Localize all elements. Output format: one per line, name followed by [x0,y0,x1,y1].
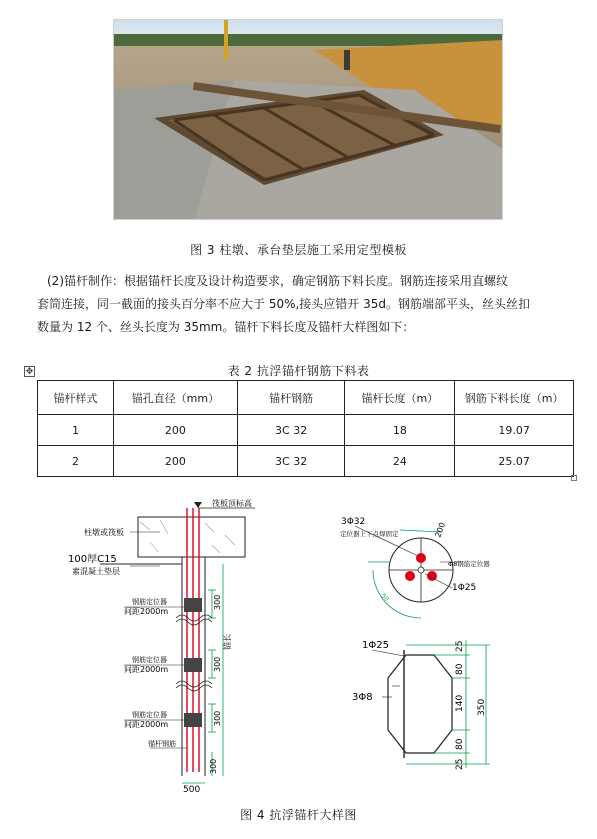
table-move-handle-icon[interactable]: ✥ [25,367,34,377]
anchor-length-label: 锚长 [223,634,232,650]
table-header-cell: 钢筋下料长度（m） [455,381,574,415]
section-locator-label: Φ8钢筋定位器 [448,560,490,568]
anchor-rebar-label: 锚杆钢筋 [148,740,176,748]
table-cell: 18 [345,415,455,446]
section-dim-50: 50 [379,592,390,603]
table-header-cell: 锚孔直径（mm） [114,381,238,415]
table-header-cell: 锚杆钢筋 [237,381,345,415]
table-cell: 1 [38,415,114,446]
locator-dim-25: 25 [455,758,465,770]
anchor-elevation [68,498,255,795]
figure3-caption: 图 3 柱墩、承台垫层施工采用定型模板 [190,243,407,257]
table-cell: 2 [38,446,114,477]
dim-300: 300 [209,758,218,774]
locator-side-label: 3Φ8 [352,692,373,703]
pier-label: 柱墩或筏板 [84,528,124,537]
table-cell: 200 [114,446,238,477]
dim-300: 300 [213,656,222,672]
spacing-label: 间距2000m [124,607,169,616]
table-header-row [38,381,574,415]
raft-top-label: 筏板顶标高 [212,499,252,508]
locator-top-label: 1Φ25 [362,640,389,651]
section-dim-200: 200 [433,521,448,539]
table-header-cell: 锚杆长度（m） [345,381,455,415]
paragraph-line-2: 套筒连接，同一截面的接头百分率不应大于 50%,接头应错开 35d。钢筋端部平头，丝头丝扣 [37,297,531,311]
cushion-material-label: 素混凝土垫层 [72,567,120,576]
table-cell: 25.07 [455,446,574,477]
section-weld-label: 定位器上下点焊固定 [340,530,399,538]
locator-dim-80: 80 [455,663,465,675]
table-cell: 24 [345,446,455,477]
table-cell: 200 [114,415,238,446]
dim-300: 300 [213,594,222,610]
spacing-label: 间距2000m [124,720,169,729]
table-cell: 3C 32 [237,415,345,446]
pier-block [138,517,245,557]
table-row [38,446,574,477]
locator-elevation [352,640,490,770]
rebar-cutting-table [37,380,574,477]
locator-dim-140: 140 [455,694,465,712]
dim-300: 300 [213,710,222,726]
locator-dim-25: 25 [455,640,465,652]
spacing-label: 间距2000m [124,665,169,674]
dim-500: 500 [183,785,201,795]
anchor-detail-drawing [0,490,597,800]
centering-label: 钢筋定位器 [132,598,167,606]
section-rebar-label: 3Φ32 [341,517,366,527]
figure4-caption: 图 4 抗浮锚杆大样图 [240,808,357,822]
centering-label: 钢筋定位器 [132,656,167,664]
table-cell: 19.07 [455,415,574,446]
cushion-thickness-label: 100厚C15 [68,554,117,565]
locator-dim-80: 80 [455,738,465,750]
formwork-photo-illustration [114,20,503,220]
table-cell: 3C 32 [237,446,345,477]
table-header-cell: 锚杆样式 [38,381,114,415]
body-paragraph [37,270,577,339]
paragraph-line-3: 数量为 12 个、丝头长度为 35mm。锚杆下料长度及锚杆大样图如下： [37,320,415,334]
centering-label: 钢筋定位器 [132,711,167,719]
table-row [38,415,574,446]
paragraph-line-1: (2)锚杆制作：根据锚杆长度及设计构造要求，确定钢筋下料长度。钢筋连接采用直螺纹 [47,274,509,288]
construction-photo [113,19,503,220]
section-bar-label: 1Φ25 [452,583,477,593]
table2-caption: 表 2 抗浮锚杆钢筋下料表 [227,364,370,378]
locator-dim-350: 350 [477,698,487,716]
table-resize-handle[interactable] [571,475,577,481]
anchor-cross-section [340,517,490,618]
